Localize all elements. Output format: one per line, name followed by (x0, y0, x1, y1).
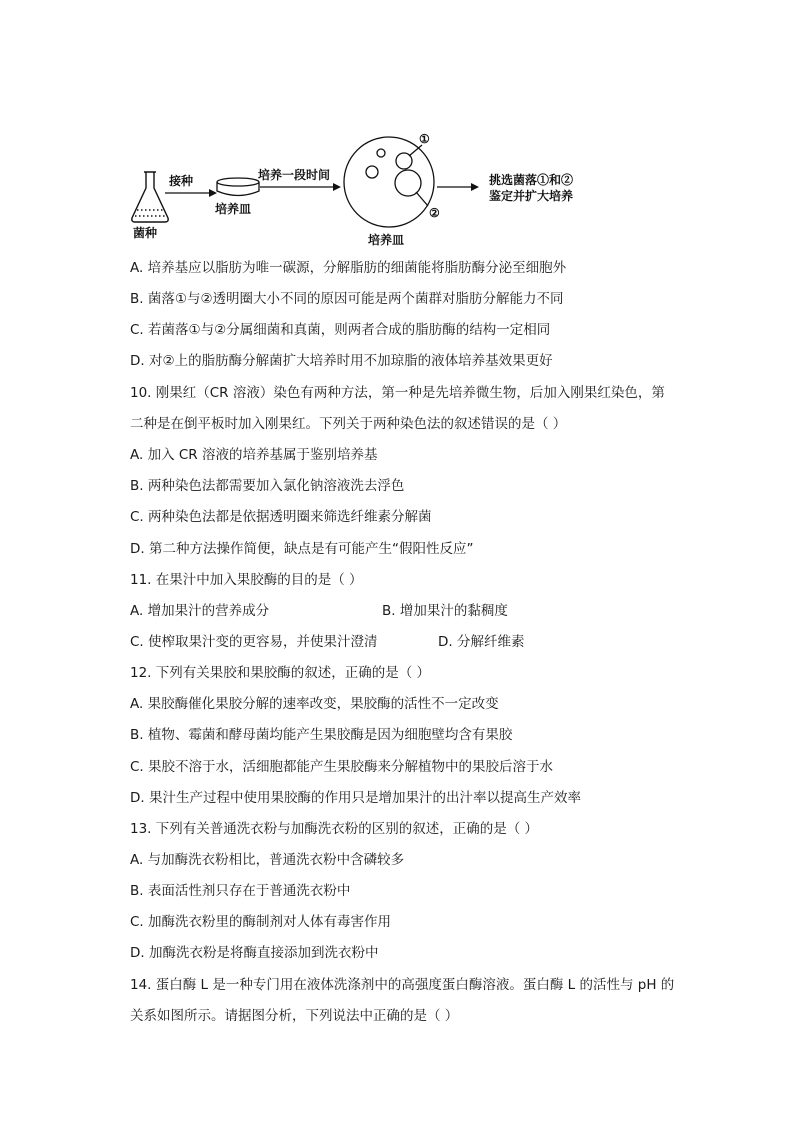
culture-label: 培养一段时间 (258, 168, 331, 182)
q13-option-d: D. 加酶洗衣粉是将酶直接添加到洗衣粉中 (130, 945, 379, 961)
petri-dish-icon (217, 178, 259, 196)
q11-option-a: A. 增加果汁的营养成分 (130, 603, 270, 619)
q13-option-b: B. 表面活性剂只存在于普通洗衣粉中 (130, 883, 351, 899)
large-petri-dish (344, 137, 434, 227)
flask-label: 菌种 (133, 226, 158, 240)
q13-option-a: A. 与加酶洗衣粉相比，普通洗衣粉中含磷较多 (130, 852, 405, 868)
q13-stem: 13. 下列有关普通洗衣粉与加酶洗衣粉的区别的叙述，正确的是（ ） (130, 821, 539, 837)
q10-option-b: B. 两种染色法都需要加入氯化钠溶液洗去浮色 (130, 478, 405, 494)
q10-stem-line-1: 10. 刚果红（CR 溶液）染色有两种方法，第一种是先培养微生物，后加入刚果红染色，第 (130, 385, 665, 401)
q9-option-a: A. 培养基应以脂肪为唯一碳源，分解脂肪的细菌能将脂肪酶分泌至细胞外 (130, 260, 567, 276)
q10-option-c: C. 两种染色法都是依据透明圈来筛选纤维素分解菌 (130, 509, 432, 525)
q11-options-row-1 (130, 601, 710, 621)
q13-option-c: C. 加酶洗衣粉里的酶制剂对人体有毒害作用 (130, 914, 392, 930)
q11-options-row-2 (130, 632, 710, 652)
q11-option-b: B. 增加果汁的黏稠度 (382, 603, 508, 619)
dish-label: 培养皿 (215, 202, 252, 216)
q11-option-d: D. 分解纤维素 (438, 634, 525, 650)
experiment-figure (125, 130, 605, 255)
q14-stem-line-2: 关系如图所示。请据图分析，下列说法中正确的是（ ） (130, 1008, 459, 1024)
q12-option-d: D. 果汁生产过程中使用果胶酶的作用只是增加果汁的出汁率以提高生产效率 (130, 790, 581, 806)
q9-option-c: C. 若菌落①与②分属细菌和真菌，则两者合成的脂肪酶的结构一定相同 (130, 322, 551, 338)
q11-stem: 11. 在果汁中加入果胶酶的目的是（ ） (130, 572, 363, 588)
colony-2-marker: ② (429, 206, 440, 220)
colony-2-icon (395, 170, 421, 196)
inoculate-label: 接种 (169, 174, 194, 188)
small-colony-icon (366, 166, 378, 178)
q10-option-a: A. 加入 CR 溶液的培养基属于鉴别培养基 (130, 447, 378, 463)
q12-stem: 12. 下列有关果胶和果胶酶的叙述，正确的是（ ） (130, 665, 431, 681)
result-line-2: 鉴定并扩大培养 (489, 189, 574, 203)
q12-option-c: C. 果胶不溶于水，活细胞都能产生果胶酶来分解植物中的果胶后溶于水 (130, 759, 554, 775)
colony-1-marker: ① (419, 132, 430, 146)
q9-option-d: D. 对②上的脂肪酶分解菌扩大培养时用不加琼脂的液体培养基效果更好 (130, 353, 553, 369)
flask-icon (132, 172, 168, 222)
q12-option-a: A. 果胶酶催化果胶分解的速率改变，果胶酶的活性不一定改变 (130, 696, 499, 712)
q9-option-b: B. 菌落①与②透明圈大小不同的原因可能是两个菌群对脂肪分解能力不同 (130, 291, 564, 307)
q14-stem-line-1: 14. 蛋白酶 L 是一种专门用在液体洗涤剂中的高强度蛋白酶溶液。蛋白酶 L 的活性与 pH 的 (130, 977, 675, 993)
q11-option-c: C. 使榨取果汁变的更容易，并使果汁澄清 (130, 634, 378, 650)
big-dish-label: 培养皿 (368, 233, 405, 247)
result-line-1: 挑选菌落①和② (489, 173, 574, 187)
q12-option-b: B. 植物、霉菌和酵母菌均能产生果胶酶是因为细胞壁均含有果胶 (130, 727, 513, 743)
small-colony-icon (377, 149, 385, 157)
q10-stem-line-2: 二种是在倒平板时加入刚果红。下列关于两种染色法的叙述错误的是（ ） (130, 416, 567, 432)
q10-option-d: D. 第二种方法操作简便，缺点是有可能产生“假阳性反应” (130, 541, 474, 557)
